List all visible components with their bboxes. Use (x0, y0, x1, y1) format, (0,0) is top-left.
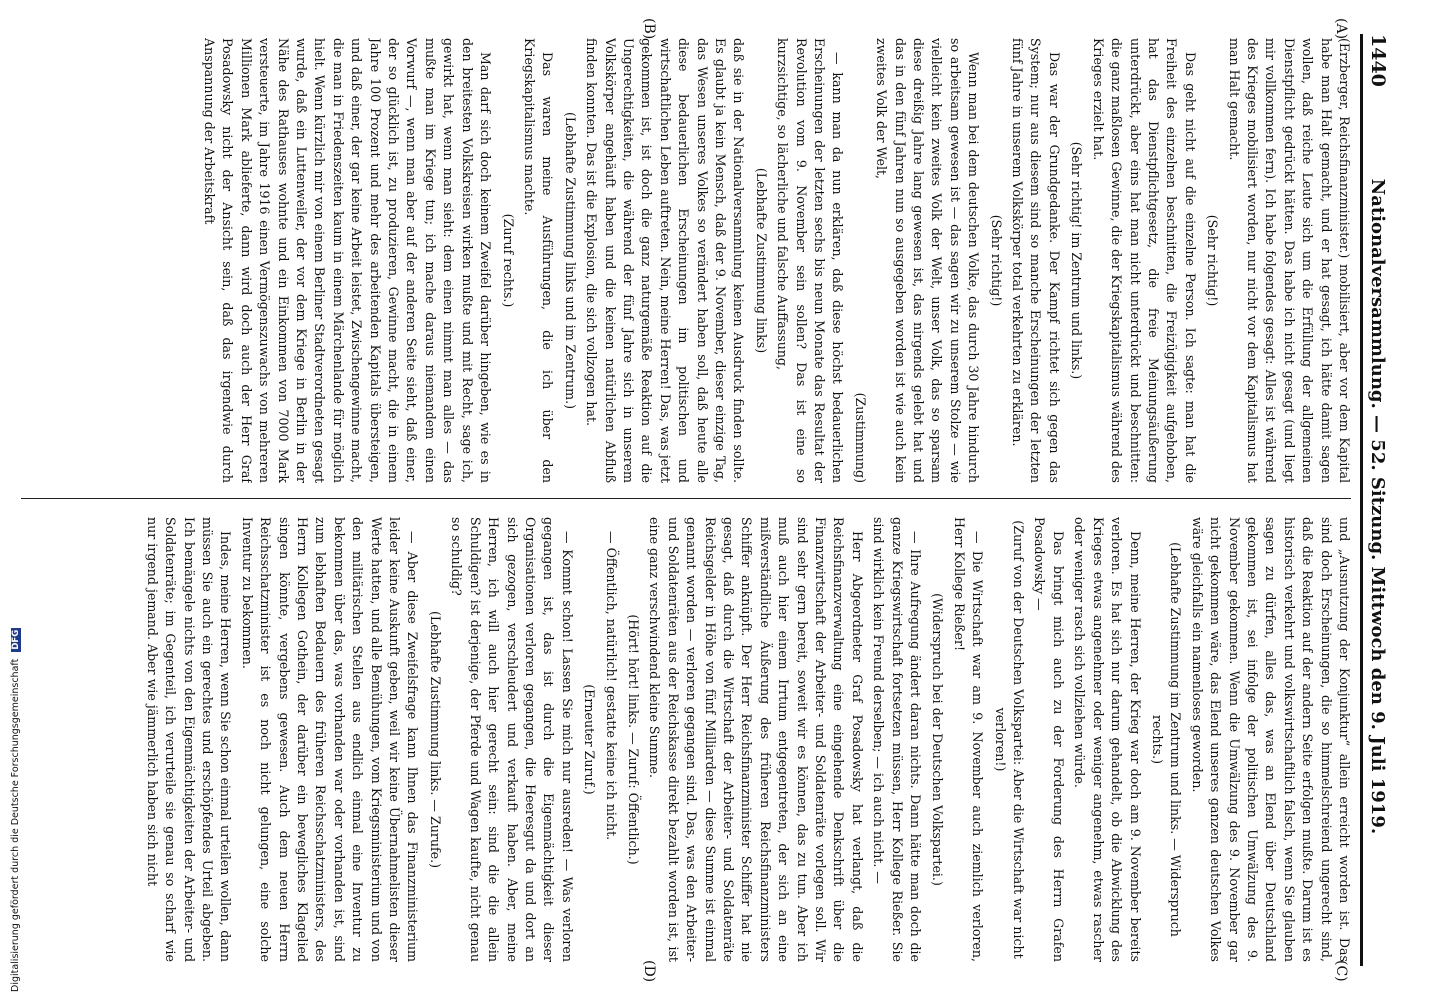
margin-marker-c: (C) (1333, 960, 1349, 982)
interjection: (Lebhafte Zustimmung im Zentrum und links. — Widerspruch rechts.) (1149, 542, 1184, 937)
digitization-credit (10, 628, 21, 992)
interjection: (Lebhafte Zustimmung links. — Zurufe.) (427, 610, 443, 869)
paragraph: Das bringt mich auch zu der Forderung des Herrn Grafen Posadowsky — (1032, 517, 1066, 962)
interjection: (Erneuter Zuruf.) (582, 684, 598, 795)
margin-marker-a: (A) (1333, 18, 1349, 40)
paragraph: Denn, meine Herren, der Krieg war doch am 9. November bereits verloren. Es hat sich nur darum gehandelt, ob die Abwicklung des Krieges etwas angenehmer oder weniger angenehm, etwas rascher oder weniger rasch sich vollziehen würde. (1072, 517, 1143, 962)
interjection: (Zuruf rechts.) (500, 213, 516, 308)
column-divider (21, 498, 1351, 499)
page-title: Nationalversammlung. — 52. Sitzung. Mittwoch den 9. Juli 1919. (1367, 178, 1389, 835)
interjection: (Widerspruch bei der Deutschen Volkspartei.) (930, 593, 946, 886)
interjection: (Sehr richtig!) (988, 214, 1004, 307)
paragraph: — kann man da nun erklären, daß diese höchst bedauerlichen Erscheinungen der letzten sechs bis neun Monate das Resultat der Revolution vom 9. November sein sollen? Das ist eine so kurzsichtige, so lächerliche und falsche Auffassung, (775, 38, 846, 483)
paragraph: — Kommt schon! Lassen Sie mich nur ausreden! — Was verloren gegangen ist, das ist durch die Eigenmächtigkeit dieser Organisationen verloren gegangen, die Heeresgut da und dort an sich gezogen, verschleudert und verkauft haben. Aber, meine Herren, ich will auch hier gerecht sein: sind die die allein Schuldigen? ist derjenige, der Pferde und Wagen kaufte, nicht genau so schuldig? (449, 517, 575, 962)
paragraph: Das war der Grundgedanke. Der Kampf richtet sich gegen das System; nur aus diesem sind so manche Erscheinungen der letzten fünf Jahre in unserem Volkskörper total verkehrten zu erklären. (1010, 38, 1062, 483)
paragraph: und „Ausnutzung der Konjunktur“ allein erreicht worden ist. Das sind doch Erscheinungen, die so himmelschreiend ungerecht sind, daß die Reaktion auf der andern Seite erfolgen mußte. Darum ist es historisch verkehrt und volkswirtschaftlich falsch, wenn Sie glauben sagen zu dürfen, alles das, was an Elend über Deutschland gekommen ist, sei infolge der politischen Umwälzung des 9. November gekommen. Wenn die Umwälzung des 9. November gar nicht gekommen wäre, das Elend unseres ganzen deutschen Volkes wäre gleichfalls ein namenloses geworden. (1189, 517, 1352, 962)
margin-marker-d: (D) (641, 960, 657, 983)
paragraph: Man darf sich doch keinem Zweifel darüber hingeben, wie es in den breitesten Volkskreisen wirken mußte und mit Recht, sage ich, gewirkt hat, wenn man sieht: dem einen nimmt man alles — das mußte man im Kriege tun; ich mache daraus niemandem einen Vorwurf —, wenn man aber auf der anderen Seite sieht, daß einer, der so glücklich ist, zu produzieren, Gewinne macht, die in einem Jahre 100 Prozent und mehr des arbeitenden Kapitals übersteigen, und daß einer, der gar keine Arbeit leistet, Zwischengewinne macht, die man in Friedenszeiten kaum in einem Märchenlande für möglich hielt. Wenn kürzlich mir von einem Berliner Stadtverordneten gesagt wurde, daß ein Luttenweiler, der vor dem Kriege in Berlin in der Nähe des Rathauses wohnte und ein Einkommen von 7000 Mark versteuerte, im Jahre 1916 einen Vermögenszuwachs von mehreren Millionen Mark ablieferte, dann wird doch auch der Herr Graf Posadowsky nicht der Ansicht sein, daß das irgendwie durch Anspannung der Arbeitskraft (202, 38, 494, 483)
paragraph: Das waren meine Ausführungen, die ich über den Kriegskapitalismus machte. (521, 38, 556, 483)
interjection: (Lebhafte Zustimmung links und im Zentrum.) (562, 111, 578, 410)
page-number: 1440 (1367, 34, 1389, 87)
paragraph: Das geht nicht auf die einzelne Person. Ich sagte: man hat die Freiheit des einzelnen beschnitten, die Freizügigkeit aufgehoben, hat das Dienstpflichtgesetz, die freie Meinungsäußerung unterdrückt, aber eins hat man nicht unterdrückt und beschnitten: die ganz maßlosen Gewinne, die der Kriegskapitalismus während des Krieges erzielt hat. (1090, 38, 1198, 483)
interjection: (Zuruf von der Deutschen Volkspartei: Aber die Wirtschaft war nicht verloren!) (992, 520, 1027, 959)
page-header (1360, 34, 1393, 966)
dfg-logo: DFG (11, 629, 21, 650)
interjection: (Lebhafte Zustimmung links) (753, 167, 769, 354)
document-page (0, 18, 1397, 983)
credit-text: Digitalisierung gefördert durch die Deutsche Forschungsgemeinschaft (10, 658, 21, 992)
paragraph: daß sie in der Nationalversammlung keinen Ausdruck finden sollte. Es glaubt ja kein Mensch, daß der 9. November, dieser einzige Tag, das Wesen unseres Volkes so verändert haben soll, daß heute alle diese bedauerlichen Erscheinungen im politischen und wirtschaftlichen Leben auftreten. Nein, meine Herren! Das, was jetzt gekommen ist, ist doch die ganz naturgemäße Reaktion auf die Ungerechtigkeiten, die während der fünf Jahre sich in unserem Volkskörper angehäuft haben und die keinen natürlichen Abfluß finden konnten. Das ist die Explosion, die sich vollzogen hat. (584, 38, 747, 483)
interjection: (Sehr richtig!) (1205, 214, 1221, 307)
interjection: (Zustimmung) (852, 392, 868, 483)
interjection: (Sehr richtig! im Zentrum und links.) (1069, 141, 1085, 380)
paragraph: Herr Abgeordneter Graf Posadowsky hat verlangt, daß die Reichsfinanzverwaltung eine eingehende Denkschrift über die Finanzwirtschaft der Arbeiter- und Soldatenräte vorlegen soll. Wir sind sehr gern bereit, soweit wir es können, das zu tun. Aber ich muß auch hier einem Irrtum entgegentreten, der sich an eine mißverständliche Äußerung des früheren Reichsfinanzministers Schiffer anknüpft. Der Herr Reichsfinanzminister Schiffer hat nie gesagt, daß durch die Wirtschaft der Arbeiter- und Soldatenräte Reichsgelder in Höhe von fünf Milliarden — diese Summe ist einmal genannt worden — verloren gegangen sind. Das, was den Arbeiter- und Soldatenräten aus der Reichskasse direkt bezahlt worden ist, ist eine ganz verschwindend kleine Summe. (647, 517, 865, 962)
paragraph: — Öffentlich, natürlich! gestatte keine ich nicht. (603, 531, 619, 841)
paragraph: — Die Wirtschaft war am 9. November auch ziemlich verloren, Herr Kollege Rießer! (951, 517, 986, 962)
right-text-column (13, 517, 1353, 962)
paragraph: — Aber diese Zweifelsfrage kann Ihnen das Finanzministerium leider keine Auskunft geben, weil wir keine Übernahmelisten dieser Werte hatten, und alle Bemühungen, vom Kriegsministerium und von den militärischen Stellen aus endlich einmal eine Inventur zu bekommen über das, was vorhanden war oder vorhanden ist, sind zum lebhaften Bedauern des früheren Reichsschatzministers, des Herrn Kollegen Gothein, der darüber ein bewegliches Klagelied singen könnte, vergebens gewesen. Auch dem neuen Herrn Reichsschatzminister ist es noch nicht gelungen, eine solche Inventur zu bekommen. (239, 517, 421, 962)
paragraph: (Erzberger, Reichsfinanzminister.) mobilisiert, aber vor dem Kapital habe man Halt gemacht, und er hat gesagt, ich hätte damit sagen wollen, daß reiche Leute sich um die Erfüllung der allgemeinen Dienstpflicht gedrückt hätten. Das habe ich nicht gesagt (und liegt mir vollkommen fern). Ich habe folgendes gesagt: Alles ist während des Krieges mobilisiert worden, nur nicht vor dem Kapitalismus hat man Halt gemacht. (1226, 38, 1352, 483)
paragraph: — Ihre Aufregung ändert daran nichts. Dann hätte man doch die ganze Kriegswirtschaft fortsetzen müssen, Herr Kollege Rießer. Sie sind wirklich kein Freund derselben; — ich auch nicht. — (871, 517, 924, 962)
paragraph: Wenn man bei dem deutschen Volke, das durch 30 Jahre hindurch so arbeitsam gewesen ist — das sagen wir zu unserem Stolze — wie vielleicht kein zweites Volk der Welt, unser Volk, das so sparsam diese dreißig Jahre lang gewesen ist, das nirgends gelebt hat und das in den fünf Jahren nun so ausgegeben worden ist wie auch kein zweites Volk der Welt, (874, 38, 982, 483)
margin-marker-b: (B) (641, 18, 657, 40)
paragraph: Indes, meine Herren, wenn Sie schon einmal urteilen wollen, dann müssen Sie auch ein gerechtes und erschöpfendes Urteil abgeben. Ich bemängele nichts von den Eigenmächtigkeiten der Arbeiter- und Soldatenräte; im Gegenteil, ich verurteile sie genau so scharf wie nur irgend jemand. Aber wie jämmerlich haben sich nicht (144, 517, 234, 962)
left-text-column (13, 38, 1353, 483)
interjection: (Hört! hört! links. — Zuruf: Öffentlich.) (625, 614, 641, 865)
